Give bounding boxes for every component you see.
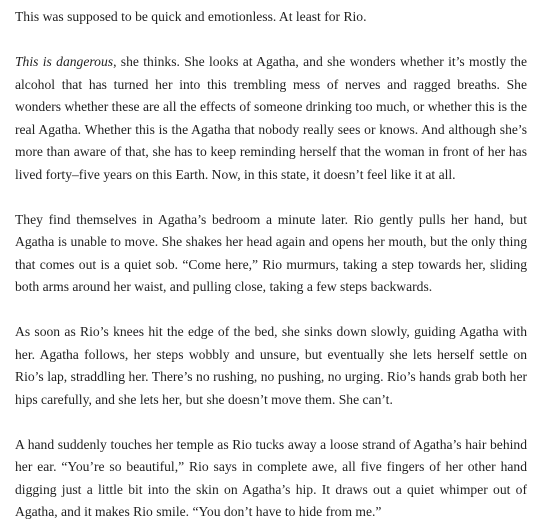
paragraph-3	[15, 209, 527, 299]
paragraph-2	[15, 51, 527, 186]
paragraph-text: This was supposed to be quick and emotionless. At least for Rio.	[15, 9, 367, 24]
story-text	[15, 6, 527, 524]
paragraph-1	[15, 6, 527, 29]
paragraph-5	[15, 434, 527, 524]
paragraph-text: A hand suddenly touches her temple as Rio tucks away a loose strand of Agatha’s hair behind her ear. “You’re so beautiful,” Rio says in complete awe, all five fingers of her other hand digging just a little bit into the skin on Agatha’s hip. It draws out a quiet whimper out of Agatha, and it makes Rio smile. “You don’t have to hide from me.”	[15, 436, 527, 519]
paragraph-text: They find themselves in Agatha’s bedroom a minute later. Rio gently pulls her hand, but Agatha is unable to move. She shakes her head again and opens her mouth, but the only thing that comes out is a quiet sob. “Come here,” Rio murmurs, taking a step towards her, sliding both arms around her waist, and pulling close, taking a few steps backwards.	[15, 211, 527, 294]
paragraph-text: As soon as Rio’s knees hit the edge of the bed, she sinks down slowly, guiding Agatha with her. Agatha follows, her steps wobbly and unsure, but eventually she lets herself settle on Rio’s lap, straddling her. There’s no rushing, no pushing, no urging. Rio’s hands grab both her hips carefully, and she lets her, but she doesn’t move them. She can’t.	[15, 324, 527, 407]
paragraph-4	[15, 321, 527, 411]
paragraph-text: , she thinks. She looks at Agatha, and she wonders whether it’s mostly the alcohol that has turned her into this trembling mess of nerves and ragged breaths. She wonders whether these are all the effects of someone drinking too much, or whether this is the real Agatha. Whether this is the Agatha that nobody really sees or knows. And although she’s more than aware of that, she has to keep reminding herself that the woman in front of her has lived forty–five years on this Earth. Now, in this state, it doesn’t feel like it at all.	[15, 54, 528, 182]
italic-lead: This is dangerous	[15, 54, 114, 69]
